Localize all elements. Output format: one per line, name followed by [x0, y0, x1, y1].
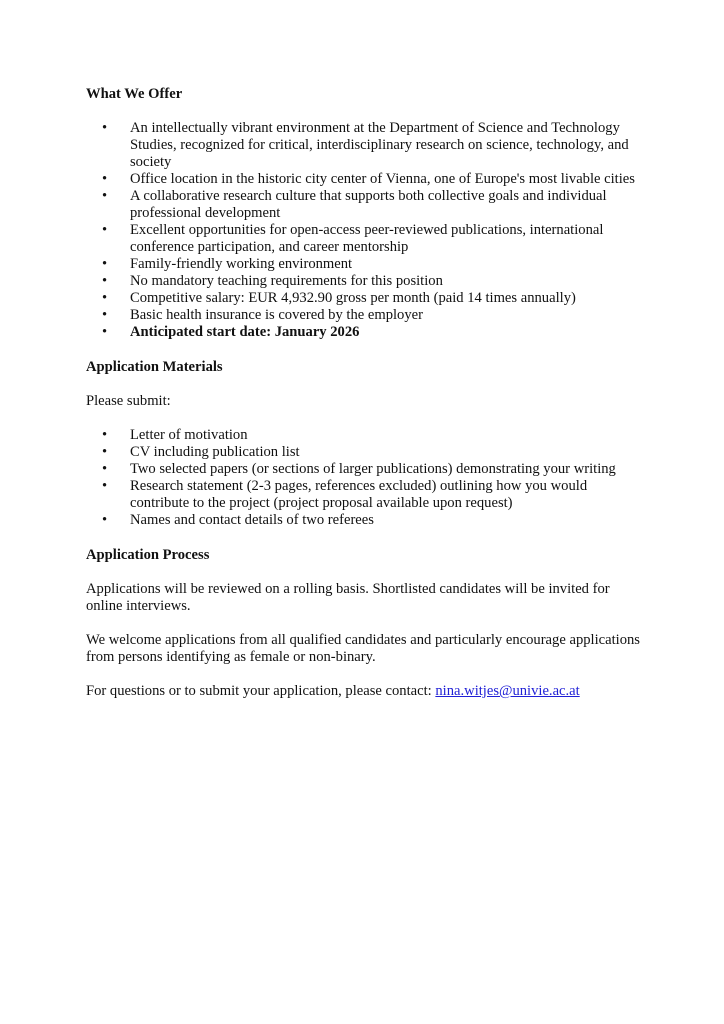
list-item: • Names and contact details of two referees: [102, 512, 374, 528]
list-item: • Competitive salary: EUR 4,932.90 gross per month (paid 14 times annually): [102, 290, 576, 306]
list-item: • An intellectually vibrant environment at the Department of Science and Technology Studies, recognized for critical, interdisciplinary research on science, technology, and society: [102, 120, 629, 170]
section-heading-application-process: Application Process: [86, 547, 210, 563]
bullet-icon: •: [102, 273, 108, 289]
list-item: • No mandatory teaching requirements for this position: [102, 273, 443, 289]
bullet-icon: •: [102, 427, 108, 443]
list-item: • Excellent opportunities for open-access peer-reviewed publications, international conference participation, and career mentorship: [102, 222, 604, 255]
bullet-icon: •: [102, 188, 108, 204]
bullet-icon: •: [102, 256, 108, 272]
materials-list: [86, 427, 646, 529]
bullet-icon: •: [102, 120, 108, 136]
application-materials-section: [86, 359, 646, 529]
list-item: • A collaborative research culture that supports both collective goals and individual professional development: [102, 188, 607, 221]
list-item: • Family-friendly working environment: [102, 256, 353, 272]
application-process-section: [86, 547, 646, 700]
section-heading-what-we-offer: What We Offer: [86, 86, 183, 102]
offer-list: [86, 120, 646, 341]
bullet-icon: •: [102, 171, 108, 187]
list-item: • Research statement (2-3 pages, references excluded) outlining how you would contribute to the project (project proposal available upon request): [102, 478, 588, 511]
what-we-offer-section: [86, 86, 646, 341]
diversity-paragraph: We welcome applications from all qualified candidates and particularly encourage applications from persons identifying as female or non-binary.: [86, 632, 640, 665]
bullet-icon: •: [102, 444, 108, 460]
bullet-icon: •: [102, 222, 108, 238]
contact-prefix: For questions or to submit your application, please contact:: [86, 683, 436, 699]
list-item: • Basic health insurance is covered by the employer: [102, 307, 423, 323]
list-item: • Office location in the historic city center of Vienna, one of Europe's most livable cities: [102, 171, 635, 187]
section-heading-application-materials: Application Materials: [86, 359, 223, 375]
document-page: [86, 86, 646, 717]
bullet-icon: •: [102, 478, 108, 494]
contact-email-link[interactable]: nina.witjes@univie.ac.at: [435, 683, 580, 699]
bullet-icon: •: [102, 290, 108, 306]
list-item: • Letter of motivation: [102, 427, 248, 443]
bullet-icon: •: [102, 461, 108, 477]
bullet-icon: •: [102, 512, 108, 528]
list-item: • Two selected papers (or sections of larger publications) demonstrating your writing: [102, 461, 616, 477]
list-item: • CV including publication list: [102, 444, 300, 460]
materials-intro: Please submit:: [86, 393, 171, 409]
bullet-icon: •: [102, 324, 108, 340]
rolling-basis-paragraph: Applications will be reviewed on a rolling basis. Shortlisted candidates will be invited for online interviews.: [86, 581, 610, 614]
bullet-icon: •: [102, 307, 108, 323]
contact-paragraph: [86, 683, 646, 700]
list-item-start-date: • Anticipated start date: January 2026: [102, 324, 360, 340]
